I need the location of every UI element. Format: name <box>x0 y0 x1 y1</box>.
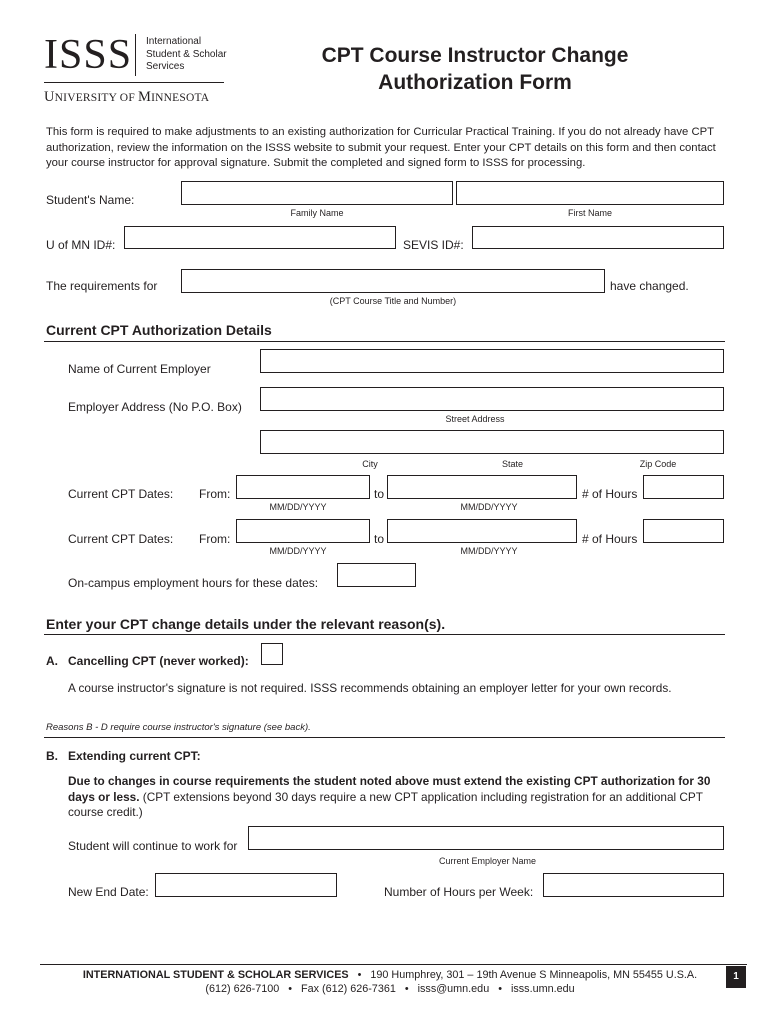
family-name-caption: Family Name <box>290 208 344 218</box>
footer-website[interactable]: isss.umn.edu <box>510 983 575 995</box>
course-caption: (CPT Course Title and Number) <box>329 296 457 306</box>
hours-field-2[interactable] <box>643 519 724 543</box>
hours-label-1: # of Hours <box>582 487 638 501</box>
reasons-note: Reasons B - D require course instructor's signature (see back). <box>46 722 311 733</box>
requirements-label: The requirements for <box>46 279 158 293</box>
from-date-caption-1: MM/DD/YYYY <box>269 502 327 512</box>
reason-b-text <box>68 774 728 821</box>
reason-b-normal: (CPT extensions beyond 30 days require a new CPT application including registration for an additional CPT course credit.) <box>68 789 703 819</box>
current-cpt-heading: Current CPT Authorization Details <box>46 322 272 338</box>
city-state-zip-field[interactable] <box>260 430 724 454</box>
street-address-field[interactable] <box>260 387 724 411</box>
address-label: Employer Address (No P.O. Box) <box>68 400 242 414</box>
page-number: 1 <box>726 966 746 988</box>
employer-label: Name of Current Employer <box>68 362 211 376</box>
logo-divider <box>135 34 136 76</box>
umn-id-label: U of MN ID#: <box>46 238 116 252</box>
end-date-label: New End Date: <box>68 885 149 899</box>
continue-employer-field[interactable] <box>248 826 724 850</box>
reason-a-note: A course instructor's signature is not required. ISSS recommends obtaining an employer letter for your own records. <box>68 681 672 695</box>
city-caption: City <box>362 459 378 469</box>
cancel-cpt-checkbox[interactable] <box>261 643 283 665</box>
university-name-rest-2: INNESOTA <box>151 92 210 104</box>
first-name-field[interactable] <box>456 181 724 205</box>
family-name-field[interactable] <box>181 181 453 205</box>
reason-b-bold: Due to changes in course requirements the student noted above must extend the existing CPT authorization for 30 days or less. <box>68 774 711 804</box>
footer-address: 190 Humphrey, 301 – 19th Avenue S Minneapolis, MN 55455 U.S.A. <box>370 969 698 981</box>
cpt-dates-label-2: Current CPT Dates: <box>68 532 174 546</box>
employer-name-caption: Current Employer Name <box>438 856 537 866</box>
to-date-field-2[interactable] <box>387 519 577 543</box>
to-date-caption-1: MM/DD/YYYY <box>460 502 518 512</box>
end-date-field[interactable] <box>155 873 337 897</box>
sevis-id-label: SEVIS ID#: <box>403 238 464 252</box>
footer-fax: Fax (612) 626-7361 <box>301 983 396 995</box>
footer-bullet: • <box>398 983 415 995</box>
section-rule-2 <box>44 634 725 635</box>
change-details-heading: Enter your CPT change details under the relevant reason(s). <box>46 616 446 632</box>
university-name: UNIVERSITY OF MINNESOTA <box>44 89 210 105</box>
footer-bullet: • <box>282 983 298 995</box>
cpt-dates-label-1: Current CPT Dates: <box>68 487 174 501</box>
isss-logo: ISSS <box>44 32 133 78</box>
section-rule <box>44 341 725 342</box>
oncampus-label: On-campus employment hours for these dates: <box>68 576 319 590</box>
continue-work-label: Student will continue to work for <box>68 839 238 853</box>
from-date-field-2[interactable] <box>236 519 370 543</box>
course-field[interactable] <box>181 269 605 293</box>
umn-id-field[interactable] <box>124 226 396 249</box>
section-rule-3 <box>44 737 725 738</box>
footer-bullet: • <box>351 969 368 981</box>
to-date-field-1[interactable] <box>387 475 577 499</box>
first-name-caption: First Name <box>567 208 612 218</box>
footer-bullet: • <box>492 983 508 995</box>
to-label-2: to <box>374 532 385 546</box>
sevis-id-field[interactable] <box>472 226 724 249</box>
street-caption: Street Address <box>445 414 505 424</box>
from-label-1: From: <box>199 487 231 501</box>
from-label-2: From: <box>199 532 231 546</box>
have-changed-label: have changed. <box>610 279 689 293</box>
oncampus-hours-field[interactable] <box>337 563 416 587</box>
footer-line-2 <box>50 983 730 995</box>
state-caption: State <box>501 459 523 469</box>
form-title: CPT Course Instructor Change Authorization Form <box>321 44 629 94</box>
from-date-caption-2: MM/DD/YYYY <box>269 546 327 556</box>
footer-email[interactable]: isss@umn.edu <box>417 983 490 995</box>
reason-b-label: Extending current CPT: <box>68 749 201 763</box>
hours-field-1[interactable] <box>643 475 724 499</box>
to-date-caption-2: MM/DD/YYYY <box>460 546 518 556</box>
from-date-field-1[interactable] <box>236 475 370 499</box>
university-name-rest: NIVERSITY OF <box>54 92 138 104</box>
logo-subtitle: International Student & Scholar Services <box>146 36 227 72</box>
hours-week-field[interactable] <box>543 873 724 897</box>
reason-b-letter: B. <box>46 749 58 763</box>
intro-text: This form is required to make adjustments to an existing authorization for Curricular Practical Training. If you do not already have CPT authorization, review the information on the ISSS website to submit your request. Enter your CPT details on this form and then contact your course instructor for approval signature. Submit the completed and signed form to ISSS for processing. <box>46 126 716 169</box>
footer-org: INTERNATIONAL STUDENT & SCHOLAR SERVICES <box>82 969 349 981</box>
to-label-1: to <box>374 487 385 501</box>
reason-a-letter: A. <box>46 654 58 668</box>
logo-rule <box>44 82 224 83</box>
hours-week-label: Number of Hours per Week: <box>384 885 534 899</box>
hours-label-2: # of Hours <box>582 532 638 546</box>
zip-caption: Zip Code <box>639 459 677 469</box>
footer-phone: (612) 626-7100 <box>205 983 280 995</box>
employer-field[interactable] <box>260 349 724 373</box>
footer-line-1 <box>50 969 730 981</box>
reason-a-label: Cancelling CPT (never worked): <box>68 654 249 668</box>
footer-rule <box>40 964 747 965</box>
student-name-label: Student's Name: <box>46 193 135 207</box>
